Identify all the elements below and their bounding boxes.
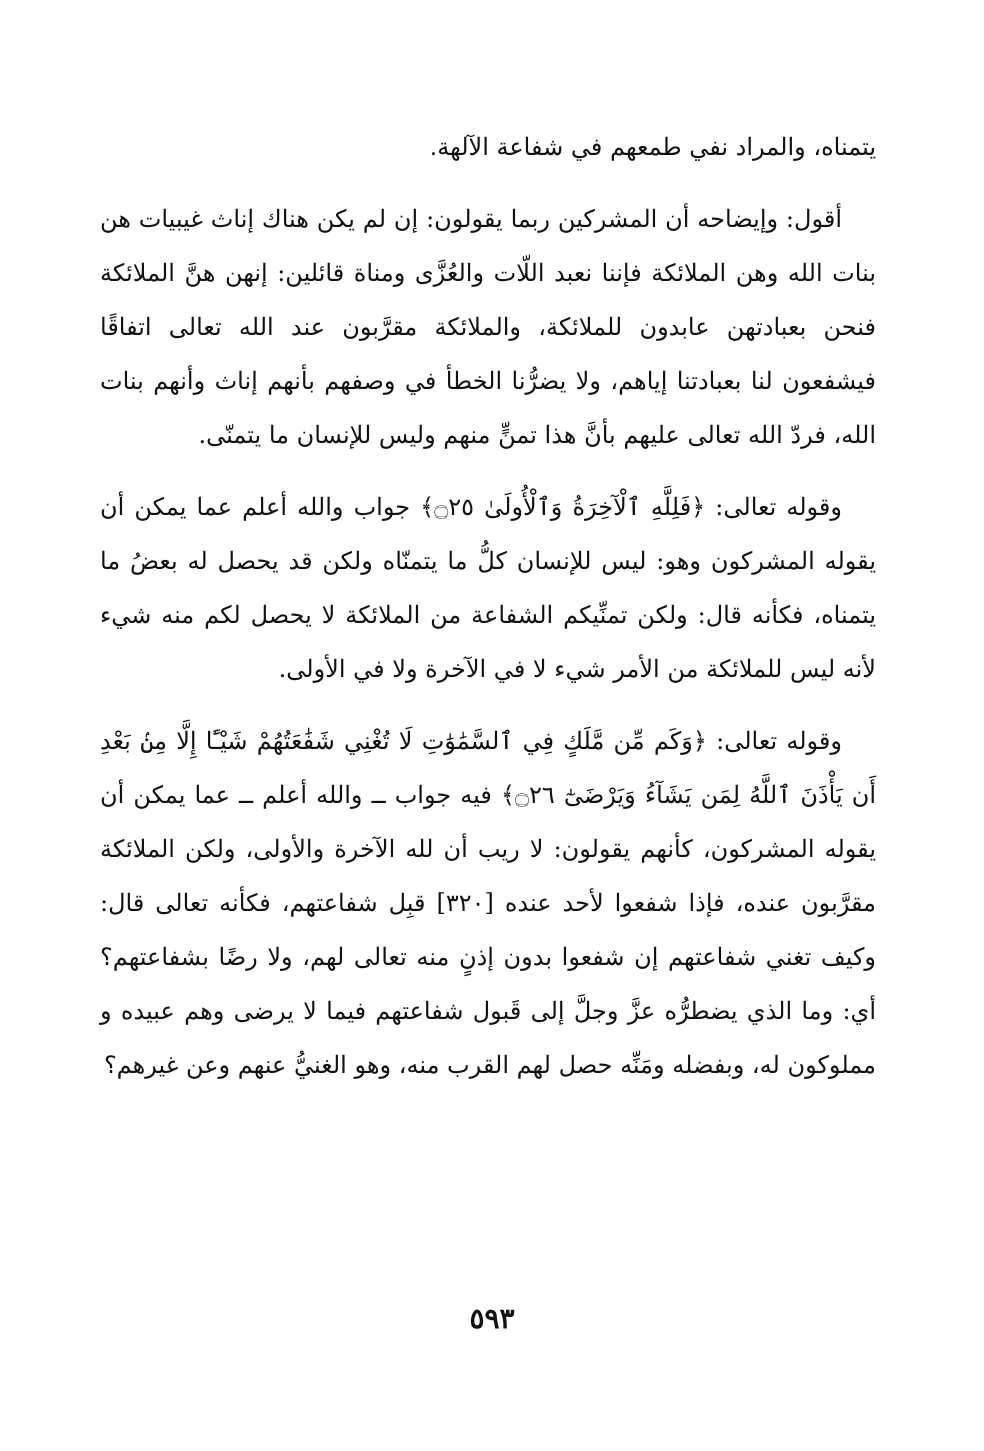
paragraph-1: يتمناه، والمراد نفي طمعهم في شفاعة الآلهة. — [429, 133, 876, 161]
paragraph-4: وقوله تعالى: ﴿وَكَم مِّن مَّلَكٍ فِي ٱلسَّمَٰوَٰتِ لَا تُغْنِي شَفَٰعَتُهُمْ شَيْـًٔا إِلَّا مِنۢ بَعْدِ أَن يَأْذَنَ ٱللَّهُ لِمَن يَشَآءُ وَيَرْضَىٰٓ ۝٢٦﴾ فيه جواب ــ والله أعلم ــ عما يمكن أن يقوله المشركون، كأنهم يقولون: لا ريب أن لله الآخرة والأولى، ولكن الملائكة مقرَّبون عنده، فإذا شفعوا لأحد عنده [٣٢٠] قبِل شفاعتهم، فكأنه تعالى قال: وكيف تغني شفاعتهم إن شفعوا بدون إذنٍ منه تعالى لهم، ولا رضًا بشفاعتهم؟ أي: وما الذي يضطرُّه عزَّ وجلَّ إلى قَبول شفاعتهم فيما لا يرضى وهم عبيده و مملوكون له، وبفضله ومَنِّه حصل لهم القرب منه، وهو الغنيُّ عنهم وعن غيرهم؟ — [100, 727, 876, 1079]
page-number: ٥٩٣ — [469, 1302, 515, 1335]
paragraph-3: وقوله تعالى: ﴿فَلِلَّهِ ٱلْآخِرَةُ وَٱلْأُولَىٰ ۝٢٥﴾ جواب والله أعلم عما يمكن أن يقوله المشركون وهو: ليس للإنسان كلُّ ما يتمنّاه ولكن قد يحصل له بعضُ ما يتمناه، فكأنه قال: ولكن تمنِّيكم الشفاعة من الملائكة لا يحصل لكم منه شيء لأنه ليس للملائكة من الأمر شيء لا في الآخرة ولا في الأولى. — [100, 493, 876, 683]
body-text — [100, 120, 876, 1110]
paragraph-2: أقول: وإيضاحه أن المشركين ربما يقولون: إن لم يكن هناك إناث غيبيات هن بنات الله وهن الملائكة فإننا نعبد اللّات والعُزَّى ومناة قائلين: إنهن هنَّ الملائكة فنحن بعبادتهن عابدون للملائكة، والملائكة مقرَّبون عند الله تعالى اتفاقًا فيشفعون لنا بعبادتنا إياهم، ولا يضرُّنا الخطأ في وصفهم بأنهم إناث وأنهم بنات الله، فردّ الله تعالى عليهم بأنَّ هذا تمنٍّ منهم وليس للإنسان ما يتمنّى. — [100, 205, 876, 449]
